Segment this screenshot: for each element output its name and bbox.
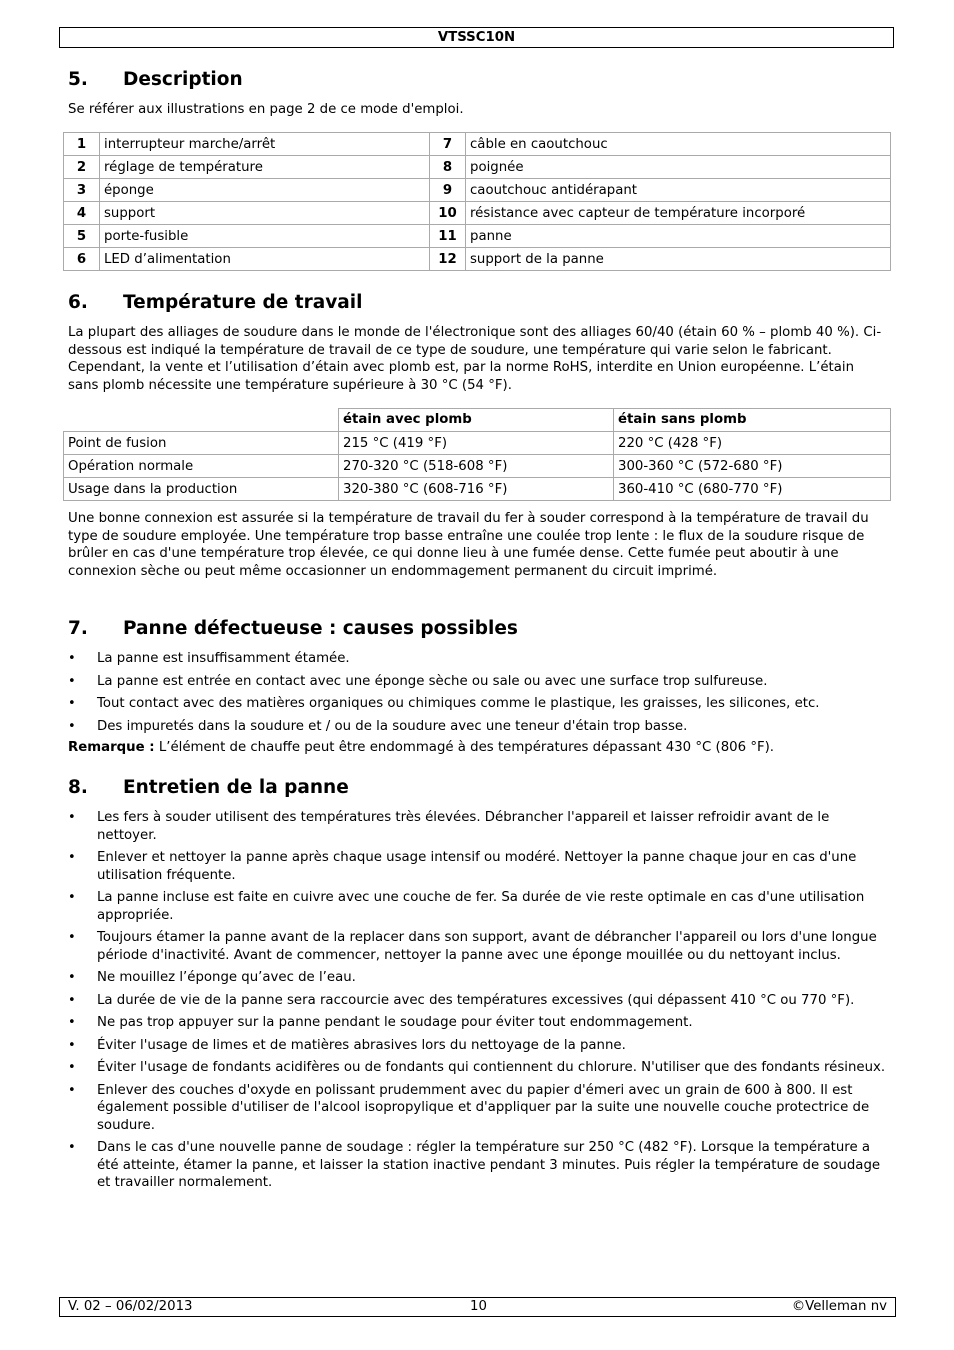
table-row [64, 248, 891, 271]
causes-list [68, 650, 888, 740]
section-title: Entretien de la panne [123, 777, 349, 798]
remark-text: L’élément de chauffe peut être endommagé à des températures dépassant 430 °C (806 °F). [154, 740, 775, 755]
table-row [64, 156, 891, 179]
part-number: 10 [430, 202, 466, 225]
part-number: 1 [64, 133, 100, 156]
list-item: • Les fers à souder utilisent des températures très élevées. Débrancher l'appareil et laisser refroidir avant de le nettoyer. [68, 809, 888, 844]
table-row [64, 455, 891, 478]
part-label: câble en caoutchouc [466, 133, 891, 156]
list-item: • Ne mouillez l’éponge qu’avec de l’eau. [68, 969, 888, 987]
document-header: VTSSC10N [59, 27, 894, 48]
table-cell: Point de fusion [64, 432, 339, 455]
section-number: 7. [68, 618, 88, 639]
section-number: 6. [68, 292, 88, 313]
list-item: • La panne incluse est faite en cuivre avec une couche de fer. Sa durée de vie reste optimale en cas d'une utilisation appropriée. [68, 889, 888, 924]
list-item: • Enlever des couches d'oxyde en polissant prudemment avec du papier d'émeri avec un grain de 600 à 800. Il est également possible d'utiliser de l'alcool isopropylique et d'appliquer par la suite une nouvelle couche protectrice de soudure. [68, 1082, 888, 1135]
part-label: panne [466, 225, 891, 248]
part-label: caoutchouc antidérapant [466, 179, 891, 202]
list-item: • La panne est insuffisamment étamée. [68, 650, 888, 668]
part-label: LED d’alimentation [100, 248, 430, 271]
part-number: 8 [430, 156, 466, 179]
footer-version: V. 02 – 06/02/2013 [68, 1299, 193, 1314]
list-item: • Tout contact avec des matières organiques ou chimiques comme le plastique, les graisses, les silicones, etc. [68, 695, 888, 713]
part-number: 4 [64, 202, 100, 225]
maintenance-list [68, 809, 888, 1197]
parts-table [63, 132, 891, 271]
section-5-intro: Se référer aux illustrations en page 2 de ce mode d'emploi. [68, 102, 464, 117]
footer-page-number: 10 [470, 1299, 487, 1314]
part-number: 7 [430, 133, 466, 156]
column-header: étain avec plomb [339, 409, 614, 432]
part-number: 11 [430, 225, 466, 248]
part-number: 2 [64, 156, 100, 179]
list-item: • La durée de vie de la panne sera raccourcie avec des températures excessives (qui dépassent 410 °C ou 770 °F). [68, 992, 888, 1010]
section-6-paragraph-2: Une bonne connexion est assurée si la température de travail du fer à souder correspond à la température de travail du type de soudure employée. Une température trop basse entraîne une coulée trop lente : le flux de la soudure risque de brûler en cas d'une température trop élevée, ce qui donne lieu à une fumée dense. Cette fumée peut aboutir à une connexion sèche ou peut même occasionner un endommagement permanent du circuit imprimé. [68, 511, 869, 579]
list-item: • Toujours étamer la panne avant de la replacer dans son support, avant de débrancher l'appareil ou lors d'une longue période d'inactivité. Avant de commencer, nettoyer la panne avec une éponge mouillée ou du nettoyant inclus. [68, 929, 888, 964]
table-cell: 300-360 °C (572-680 °F) [614, 455, 891, 478]
list-item: • Éviter l'usage de fondants acidifères ou de fondants qui contiennent du chlorure. N'utiliser que des fondants résineux. [68, 1059, 888, 1077]
remark-label: Remarque : [68, 740, 155, 755]
table-cell: 215 °C (419 °F) [339, 432, 614, 455]
list-item: • Dans le cas d'une nouvelle panne de soudage : régler la température sur 250 °C (482 °F). Lorsque la température a été atteinte, étamer la panne, et laisser la station inactive pendant 3 minutes. Puis régler la température de soudage et travailler normalement. [68, 1139, 888, 1192]
section-title: Température de travail [123, 292, 363, 313]
part-number: 6 [64, 248, 100, 271]
list-item: • Ne pas trop appuyer sur la panne pendant le soudage pour éviter tout endommagement. [68, 1014, 888, 1032]
list-item: • La panne est entrée en contact avec une éponge sèche ou sale ou avec une surface trop sulfureuse. [68, 673, 888, 691]
temperature-table [63, 408, 891, 501]
table-header-row [64, 409, 891, 432]
column-header: étain sans plomb [614, 409, 891, 432]
section-5-heading [68, 69, 243, 91]
table-row [64, 179, 891, 202]
part-label: interrupteur marche/arrêt [100, 133, 430, 156]
document-footer [59, 1297, 896, 1317]
table-row [64, 133, 891, 156]
remark [68, 739, 888, 757]
table-cell: 270-320 °C (518-608 °F) [339, 455, 614, 478]
part-number: 3 [64, 179, 100, 202]
section-title: Panne défectueuse : causes possibles [123, 618, 518, 639]
part-number: 12 [430, 248, 466, 271]
table-cell: Usage dans la production [64, 478, 339, 501]
table-row [64, 225, 891, 248]
section-6-heading [68, 292, 362, 314]
section-7-heading [68, 618, 518, 640]
section-number: 8. [68, 777, 88, 798]
table-cell: 360-410 °C (680-770 °F) [614, 478, 891, 501]
table-cell: 220 °C (428 °F) [614, 432, 891, 455]
part-label: support de la panne [466, 248, 891, 271]
table-row [64, 432, 891, 455]
part-label: porte-fusible [100, 225, 430, 248]
table-cell: Opération normale [64, 455, 339, 478]
part-label: poignée [466, 156, 891, 179]
section-title: Description [123, 69, 243, 90]
section-6-paragraph-1: La plupart des alliages de soudure dans le monde de l'électronique sont des alliages 60/40 (étain 60 % – plomb 40 %). Ci-dessous est indiqué la température de travail de ce type de soudure, une température qui varie selon le fabricant. Cependant, la vente et l’utilisation d’étain avec plomb est, par la norme RoHS, interdite en Union européenne. L’étain sans plomb nécessite une température supérieure à 30 °C (54 °F). [68, 325, 882, 393]
part-number: 5 [64, 225, 100, 248]
list-item: • Enlever et nettoyer la panne après chaque usage intensif ou modéré. Nettoyer la panne chaque jour en cas d'une utilisation fréquente. [68, 849, 888, 884]
part-number: 9 [430, 179, 466, 202]
section-number: 5. [68, 69, 88, 90]
footer-copyright: ©Velleman nv [791, 1299, 887, 1314]
part-label: résistance avec capteur de température incorporé [466, 202, 891, 225]
list-item: • Des impuretés dans la soudure et / ou de la soudure avec une teneur d'étain trop basse. [68, 718, 888, 736]
part-label: éponge [100, 179, 430, 202]
part-label: support [100, 202, 430, 225]
part-label: réglage de température [100, 156, 430, 179]
table-cell: 320-380 °C (608-716 °F) [339, 478, 614, 501]
table-row [64, 478, 891, 501]
column-header [64, 409, 339, 432]
list-item: • Éviter l'usage de limes et de matières abrasives lors du nettoyage de la panne. [68, 1037, 888, 1055]
section-8-heading [68, 777, 349, 799]
table-row [64, 202, 891, 225]
